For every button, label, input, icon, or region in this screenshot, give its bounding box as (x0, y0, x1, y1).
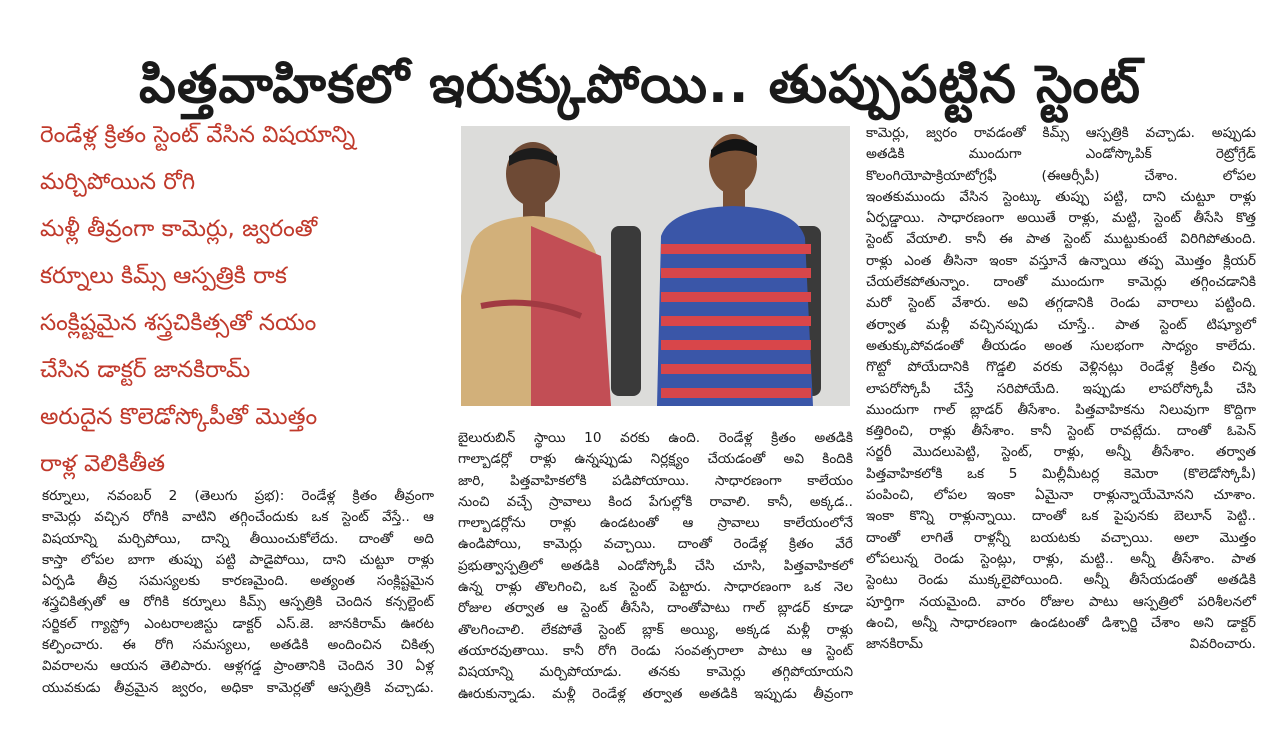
article-line: ఇంతకుముందు వేసిన స్టెంట్కు తుప్పు పట్టి, దాని చుట్టూ రాళ్లు (866, 188, 1256, 205)
article-line: జారి, పిత్తవాహికలోకి పడిపోయాయి. సాధారణంగా కాలేయం (458, 472, 853, 489)
highlights-box (40, 112, 440, 488)
article-line: గాల్బాడర్లో రాళ్లు ఉన్నప్పుడు నిర్లక్ష్యం చేయడంతో అవి కిందికి (458, 451, 853, 468)
article-line: ఊరుకున్నాడు. మళ్లీ రెండేళ్ల తర్వాత అతడికి ఇప్పుడు తీవ్రంగా (458, 685, 853, 702)
article-line: పిత్తవాహికలోకి ఒక 5 మిల్లీమీటర్ల కెమెరా (కొలెడోస్కోపీ) (866, 465, 1256, 482)
article-line: విషయాన్ని మర్చిపోయి, దాన్ని తీయించుకోలేదు. దాంతో అది (42, 530, 434, 547)
highlight-line: చేసిన డాక్టర్ జానకిరామ్ (40, 357, 251, 383)
article-line: పూర్తిగా నయమైంది. వారం రోజుల పాటు ఆస్పత్రిలో పరిశీలనలో (866, 593, 1256, 610)
article-line: నుంచి వచ్చే స్రావాలు కింద పేగుల్లోకి రావాలి. కానీ, అక్కడ.. (458, 493, 853, 510)
article-line: తయారవుతాయి. కానీ రోగి రెండు సంవత్సరాలా పాటు ఆ స్టెంట్ (458, 642, 853, 659)
highlight-line: రాళ్ల వెలికితీత (40, 451, 166, 477)
article-line: విషయాన్ని మర్చిపోయాడు. తనకు కామెర్లు తగ్గిపోయాయని (458, 664, 853, 681)
article-line: సర్జికల్ గ్యాస్ట్రో ఎంటరాలజిస్టు డాక్టర్ ఎస్.జె. జానకిరామ్ ఊరట (42, 615, 434, 632)
article-line: ఏర్పడ్డాయి. సాధారణంగా అయితే రాళ్లు, మట్టి, స్టెంట్ తీసేసి కొత్త (866, 210, 1256, 227)
article-line: అతుక్కుపోవడంతో తీయడం అంత సులభంగా సాధ్యం కాలేదు. (866, 337, 1256, 354)
article-line: ఏర్పడి తీవ్ర సమస్యలకు కారణమైంది. అత్యంత సంక్లిష్టమైన (42, 573, 434, 590)
article-line: ఉండిపోయి, కామెర్లు వచ్చాయి. దాంతో రెండేళ్ల క్రితం వేరే (458, 536, 853, 553)
article-line: ప్రభుత్వాస్పత్రిలో అతడికి ఎండోస్కోపీ చేసి చూసి, పిత్తవాహికలో (458, 557, 853, 574)
article-line: మరో స్టెంట్ వేశారు. అవి తగ్గడానికి రెండు వారాలు పట్టింది. (866, 295, 1256, 312)
article-line: కత్తిరించి, రాళ్లు తీసేశాం. కానీ స్టెంట్ రావట్లేదు. దాంతో ఓపెన్ (866, 423, 1256, 440)
article-line: గొట్టో పోయేదానికి గొడ్డలి వరకు వెళ్లినట్లు రెండేళ్ల క్రితం చిన్న (866, 359, 1256, 376)
article-line: ముందుగా గాల్ బ్లాడర్ తీసేశాం. పిత్తవాహికను నిలువుగా కొద్దిగా (866, 401, 1256, 418)
article-column-3 (866, 123, 1256, 655)
article-line: కామెర్లు వచ్చిన రోగికి వాటిని తగ్గించేందుకు ఒక స్టెంట్ వేస్తే.. ఆ (42, 509, 434, 526)
article-line: పంపించి, లోపల ఇంకా ఏమైనా రాళ్లున్నాయేమోనని చూశాం. (866, 487, 1256, 504)
article-line: రోజుల తర్వాత ఆ స్టెంట్ తీసేసి, దాంతోపాటు గాల్ బ్లాడర్ కూడా (458, 600, 853, 617)
article-line: గాల్బాడర్లోను రాళ్లు ఉండటంతో ఆ స్రావాలు కాలేయంలోనే (458, 515, 853, 532)
article-line: రాళ్లు ఎంత తీసినా ఇంకా వస్తూనే ఉన్నాయి తప్ప మొత్తం క్లియర్ (866, 252, 1256, 269)
article-line: తర్వాత మళ్లీ వచ్చినప్పుడు చూస్తే.. పాత స్టెంట్ టిష్యూలో (866, 316, 1256, 333)
article-line: వివరాలను ఆయన తెలిపారు. ఆళ్లగడ్డ ప్రాంతానికి చెందిన 30 ఏళ్ల (42, 658, 434, 675)
article-line: ఉన్న రాళ్లు తొలగించి, ఒక స్టెంట్ పెట్టారు. సాధారణంగా ఒక నెల (458, 579, 853, 596)
article-line: లోపలున్న రెండు స్టెంట్లు, రాళ్లు, మట్టి.. అన్నీ తీసేశాం. పాత (866, 550, 1256, 567)
highlight-line: రెండేళ్ల క్రితం స్టెంట్ వేసిన విషయాన్ని (40, 122, 356, 148)
article-line: దాంతో లాగితే రాళ్లన్నీ బయటకు వచ్చాయి. అలా మొత్తం (866, 529, 1256, 546)
highlight-line: కర్నూలు కిమ్స్ ఆస్పత్రికి రాక (40, 263, 287, 289)
article-line: కర్నూలు, నవంబర్ 2 (తెలుగు ప్రభ): రెండేళ్ల క్రితం తీవ్రంగా (42, 488, 434, 504)
highlight-line: మర్చిపోయిన రోగి (40, 169, 196, 195)
article-line: జానకిరామ్ వివరించారు. (866, 636, 1256, 653)
headline: పిత్తవాహికలో ఇరుక్కుపోయి.. తుప్పుపట్టిన స్టెంట్ (138, 54, 1142, 115)
article-line: శస్త్రచికిత్సతో ఆ రోగికి కర్నూలు కిమ్స్ ఆస్పత్రికి చెందిన కన్సల్టెంట్ (42, 594, 434, 611)
patient-photo (461, 126, 850, 406)
article-line: కాస్తా లోపల బాగా తుప్పు పట్టి పాడైపోయి, దాని చుట్టూ రాళ్లు (42, 551, 434, 568)
article-column-1 (42, 486, 434, 699)
article-line: చేయలేకపోతున్నాం. దాంతో ముందుగా కామెర్లు తగ్గించడానికి (866, 274, 1256, 291)
article-line: తొలగించాలి. లేకపోతే స్టెంట్ బ్లాక్ అయ్యి, అక్కడ మళ్లీ రాళ్లు (458, 621, 853, 638)
article-line: సర్జరీ మొదలుపెట్టి, స్టెంట్, రాళ్లు, అన్నీ తీసేశాం. తర్వాత (866, 444, 1256, 461)
article-line: లాపరోస్కోపీ చేస్తే సరిపోయేది. ఇప్పుడు లాపరోస్కోపీ చేసి (866, 380, 1256, 397)
highlight-line: అరుదైన కొలెడోస్కోపీతో మొత్తం (40, 404, 318, 430)
article-line: యువకుడు తీవ్రమైన జ్వరం, అధికా కామెర్లతో ఆస్పత్రికి వచ్చాడు. (42, 679, 434, 696)
article-line: ఉంచి, అన్నీ సాధారణంగా ఉండటంతో డిశ్చార్జి చేశాం అని డాక్టర్ (866, 614, 1256, 631)
article-line: స్టెంట్ వేయాలి. కానీ ఈ పాత స్టెంట్ ముట్టుకుంటే విరిగిపోతుంది. (866, 231, 1256, 248)
article-line: స్టెంటు రెండు ముక్కలైపోయింది. అన్నీ తీసేయడంతో అతడికి (866, 572, 1256, 589)
highlight-line: సంక్లిష్టమైన శస్త్రచికిత్సతో నయం (40, 310, 317, 336)
highlight-line: మళ్లీ తీవ్రంగా కామెర్లు, జ్వరంతో (40, 216, 318, 242)
article-line: అతడికి ముందుగా ఎండోస్కొపిక్ రెట్రోగ్రేడ్ (866, 146, 1256, 163)
article-column-2 (458, 428, 853, 705)
article-line: ఇంకా కొన్ని రాళ్లున్నాయి. దాంతో ఒక పైపునకు బెలూన్ పెట్టి.. (866, 508, 1256, 525)
photo-illustration (461, 126, 850, 406)
article-line: కల్పించారు. ఈ రోగి సమస్యలు, అతడికి అందించిన చికిత్స (42, 637, 434, 654)
article-line: బైలురుబిన్ స్థాయి 10 వరకు ఉంది. రెండేళ్ల క్రితం అతడికి (458, 430, 853, 446)
article-line: కొలంగియోపాక్రియాటోగ్రఫీ (ఈఆర్సీపీ) చేశాం. లోపల (866, 167, 1256, 184)
article-line: కామెర్లు, జ్వరం రావడంతో కిమ్స్ ఆస్పత్రికి వచ్చాడు. అప్పుడు (866, 125, 1256, 141)
